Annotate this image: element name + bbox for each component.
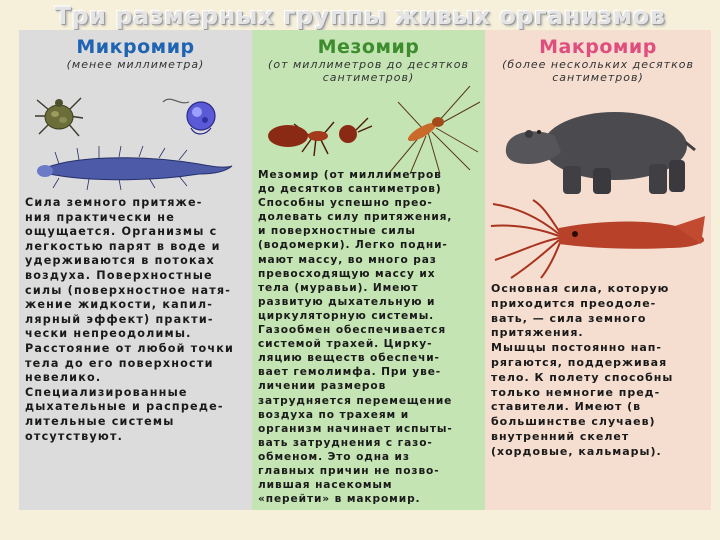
mosquito-icon xyxy=(370,82,482,174)
protist-icon xyxy=(161,88,223,138)
macro-text: Основная сила, которую приходится преодоле- вать, — сила земного притяжения. Мышцы постоянно нап- рягаются, поддерживая тело. К полету способны только немногие пред- ставители. Имеют (в большинстве случаев) внутренний скелет (хордовые, кальмары). xyxy=(491,282,674,458)
page-title: Три размерных группы живых организмов xyxy=(54,2,666,30)
micro-text: Сила земного притяже- ния практически не ощущается. Организмы с легкостью парят в воде и удерживаются в потоках воздуха. Поверхностные силы (поверхностное натя- жение жидкости, капил- лярный эффект) практи- чески непреодолимы. Расстояние от любой точки тела до его поверхности невелико. Специализированные дыхательные и распреде- лительные системы отсутствуют. xyxy=(25,196,235,443)
micro-column xyxy=(19,30,252,510)
squid-icon xyxy=(489,198,709,280)
meso-subtitle: (от миллиметров до десятков сантиметров) xyxy=(268,58,469,84)
macro-subtitle: (более нескольких десятков сантиметров) xyxy=(502,58,694,84)
meso-column xyxy=(252,30,485,510)
meso-heading: Мезомир xyxy=(317,36,420,58)
micro-subtitle: (менее миллиметра) xyxy=(66,58,205,71)
macro-heading: Макромир xyxy=(539,36,657,58)
hippo-icon xyxy=(499,98,699,198)
ant-icon xyxy=(264,112,374,162)
meso-text: Мезомир (от миллиметров до десятков сантиметров) Способны успешно прео- долевать силу притяжения, и поверхностные силы (водомерки). Легко подни- мают массу, во много раз превосходящую массу их тела (муравьи). Имеют развитую дыхательную и циркуляторную системы. Газообмен обеспечивается системой трахей. Цирку- ляцию веществ обеспечи- вает гемолимфа. При уве- личении размеров затрудняется перемещение воздуха по трахеям и организм начинает испыты- вать затруднения с газо- обменом. Это одна из главных причин не позво- лившая насекомым «перейти» в макромир. xyxy=(258,169,453,506)
mite-icon xyxy=(33,90,85,140)
macro-column xyxy=(485,30,711,510)
rotifer-icon xyxy=(29,142,234,192)
micro-heading: Микромир xyxy=(76,36,195,58)
